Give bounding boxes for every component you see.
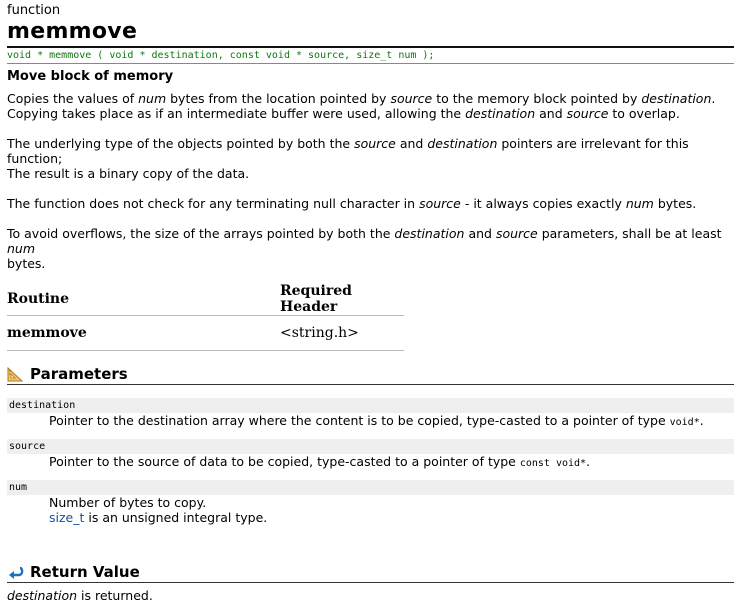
set-square-icon <box>7 367 24 382</box>
return-value-divider <box>7 582 734 583</box>
column-header-routine: Routine <box>7 283 280 316</box>
header-cell: <string.h> <box>280 316 404 351</box>
entity-kind: function <box>7 3 61 18</box>
paragraph-3 <box>7 196 734 211</box>
parameters-divider <box>7 384 734 385</box>
param-desc-end: . <box>699 413 704 428</box>
text-segment: bytes. <box>653 196 697 211</box>
text-segment: to the memory block pointed by <box>432 91 642 106</box>
return-value-heading-text: Return Value <box>30 563 140 581</box>
routine-table <box>7 283 404 351</box>
emphasis-text: source <box>390 91 433 106</box>
emphasis-text: source <box>495 226 538 241</box>
emphasis-text: source <box>354 136 396 151</box>
text-segment: and <box>395 136 428 151</box>
text-segment: The underlying type of the objects pointed by both the <box>7 136 355 151</box>
prototype: void * memmove ( void * destination, const void * source, size_t num ); <box>7 50 435 61</box>
return-value-text <box>7 588 734 603</box>
text-segment: Copies the values of <box>7 91 139 106</box>
param-desc-line: Number of bytes to copy. <box>49 495 207 510</box>
text-segment: parameters, shall be at least <box>537 226 722 241</box>
return-arrow-icon <box>7 565 24 580</box>
emphasis-text: num <box>7 241 36 256</box>
emphasis-text: destination <box>427 136 498 151</box>
param-name-source: source <box>7 439 734 454</box>
text-segment: To avoid overflows, the size of the arrays pointed by both the <box>7 226 395 241</box>
return-value-desc: is returned. <box>77 588 153 603</box>
param-desc-source <box>49 454 734 471</box>
param-type-code: void* <box>669 417 700 428</box>
text-segment: and <box>464 226 496 241</box>
text-segment: Copying takes place as if an intermediate buffer were used, allowing the <box>7 106 466 121</box>
param-name-destination: destination <box>7 398 734 413</box>
paragraph-1 <box>7 91 734 121</box>
emphasis-text: destination <box>394 226 465 241</box>
table-header-row <box>7 283 404 316</box>
param-desc-num <box>49 495 734 525</box>
paragraph-4 <box>7 226 734 271</box>
return-value-name: destination <box>7 588 78 603</box>
param-type-code: const void* <box>519 458 587 469</box>
size-t-link[interactable]: size_t <box>49 510 85 525</box>
paragraph-2 <box>7 136 734 181</box>
text-segment: The result is a binary copy of the data. <box>7 166 250 181</box>
page-title: memmove <box>7 19 138 44</box>
param-desc-text: Pointer to the destination array where the content is to be copied, type-casted to a pointer of type <box>49 413 670 428</box>
emphasis-text: source <box>419 196 461 211</box>
emphasis-text: source <box>566 106 609 121</box>
prototype-divider <box>7 63 734 64</box>
emphasis-text: num <box>138 91 167 106</box>
column-header-required-header: Required Header <box>280 283 404 316</box>
param-name-num: num <box>7 480 734 495</box>
text-segment: The function does not check for any terminating null character in <box>7 196 420 211</box>
short-description: Move block of memory <box>7 69 174 84</box>
param-desc-end: . <box>586 454 591 469</box>
table-row <box>7 316 404 351</box>
reference-page <box>7 0 734 603</box>
emphasis-text: destination <box>641 91 712 106</box>
text-segment: to overlap. <box>608 106 680 121</box>
parameters-heading-text: Parameters <box>30 365 128 383</box>
param-desc-text: Pointer to the source of data to be copied, type-casted to a pointer of type <box>49 454 520 469</box>
emphasis-text: num <box>625 196 654 211</box>
text-segment: . <box>711 91 716 106</box>
emphasis-text: destination <box>465 106 536 121</box>
text-segment: bytes. <box>7 256 46 271</box>
text-segment: - it always copies exactly <box>460 196 626 211</box>
return-value-heading <box>7 563 734 582</box>
text-segment: and <box>535 106 567 121</box>
text-segment: pointers are irrelevant for this function; <box>7 136 689 166</box>
param-desc-text: is an unsigned integral type. <box>84 510 268 525</box>
title-divider <box>7 46 734 48</box>
text-segment: bytes from the location pointed by <box>166 91 391 106</box>
routine-cell: memmove <box>7 316 280 351</box>
param-desc-destination <box>49 413 734 430</box>
parameters-heading <box>7 365 734 384</box>
param-desc-line-2 <box>49 510 734 525</box>
